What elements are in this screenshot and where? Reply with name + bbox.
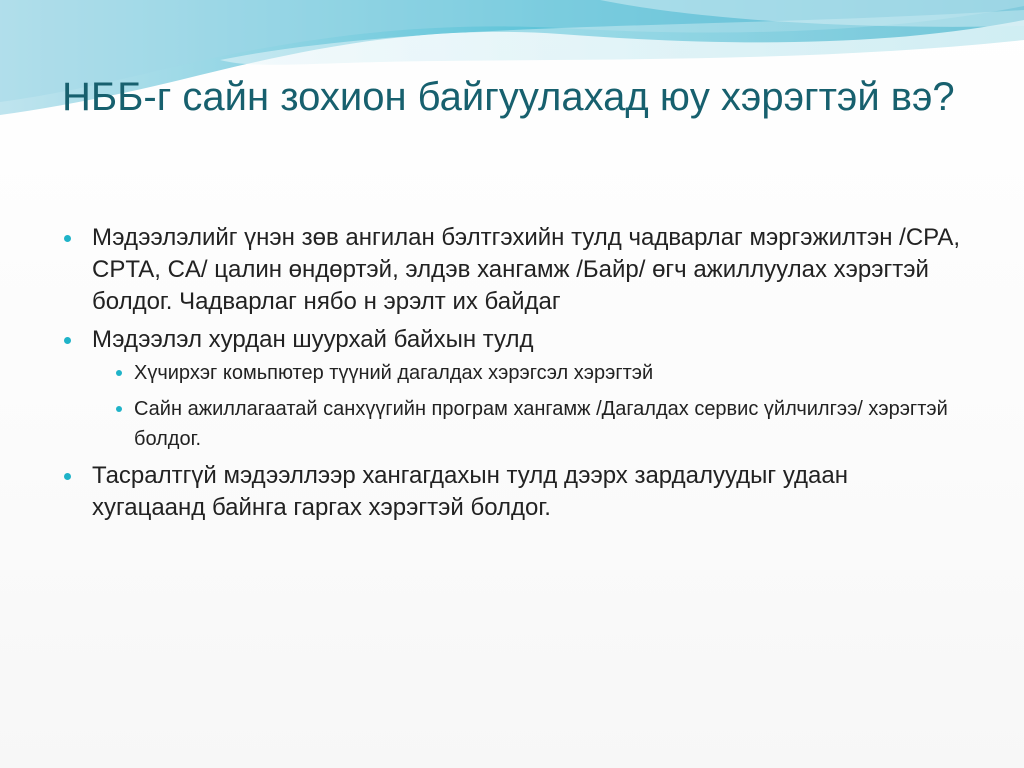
sub-bullet-dot-icon xyxy=(116,370,122,376)
sub-bullet-text: Хүчирхэг комьпютер түүний дагалдах хэрэгсэл хэрэгтэй xyxy=(134,362,654,384)
sub-bullet-item xyxy=(92,394,962,454)
bullet-dot-icon xyxy=(64,235,71,242)
bullet-list xyxy=(62,222,962,524)
bullet-dot-icon xyxy=(64,473,71,480)
slide-title: НББ-г сайн зохион байгуулахад юу хэрэгтэй вэ? xyxy=(62,75,955,119)
bullet-text: Мэдээлэлийг үнэн зөв ангилан бэлтгэхийн тулд чадварлаг мэргэжилтэн /CPA, CPTA, CA/ цалин өндөртэй, элдэв хангамж /Байр/ өгч ажиллуулах хэрэгтэй болдог. Чадварлаг нябо н эрэлт их байдаг xyxy=(92,224,961,315)
bullet-item xyxy=(62,222,962,318)
bullet-text: Тасралтгүй мэдээллээр хангагдахын тулд дээрх зардалуудыг удаан хугацаанд байнга гаргах хэрэгтэй болдог. xyxy=(92,462,848,521)
bullet-item xyxy=(62,324,962,454)
bullet-dot-icon xyxy=(64,337,71,344)
slide-content xyxy=(62,222,962,530)
sub-bullet-dot-icon xyxy=(116,406,122,412)
bullet-text: Мэдээлэл хурдан шуурхай байхын тулд xyxy=(92,326,534,353)
bullet-item xyxy=(62,460,962,524)
sub-bullet-item xyxy=(92,358,962,388)
sub-bullet-text: Сайн ажиллагаатай санхүүгийн програм хангамж /Дагалдах сервис үйлчилгээ/ хэрэгтэй болдог. xyxy=(134,398,948,450)
sub-bullet-list xyxy=(92,358,962,454)
